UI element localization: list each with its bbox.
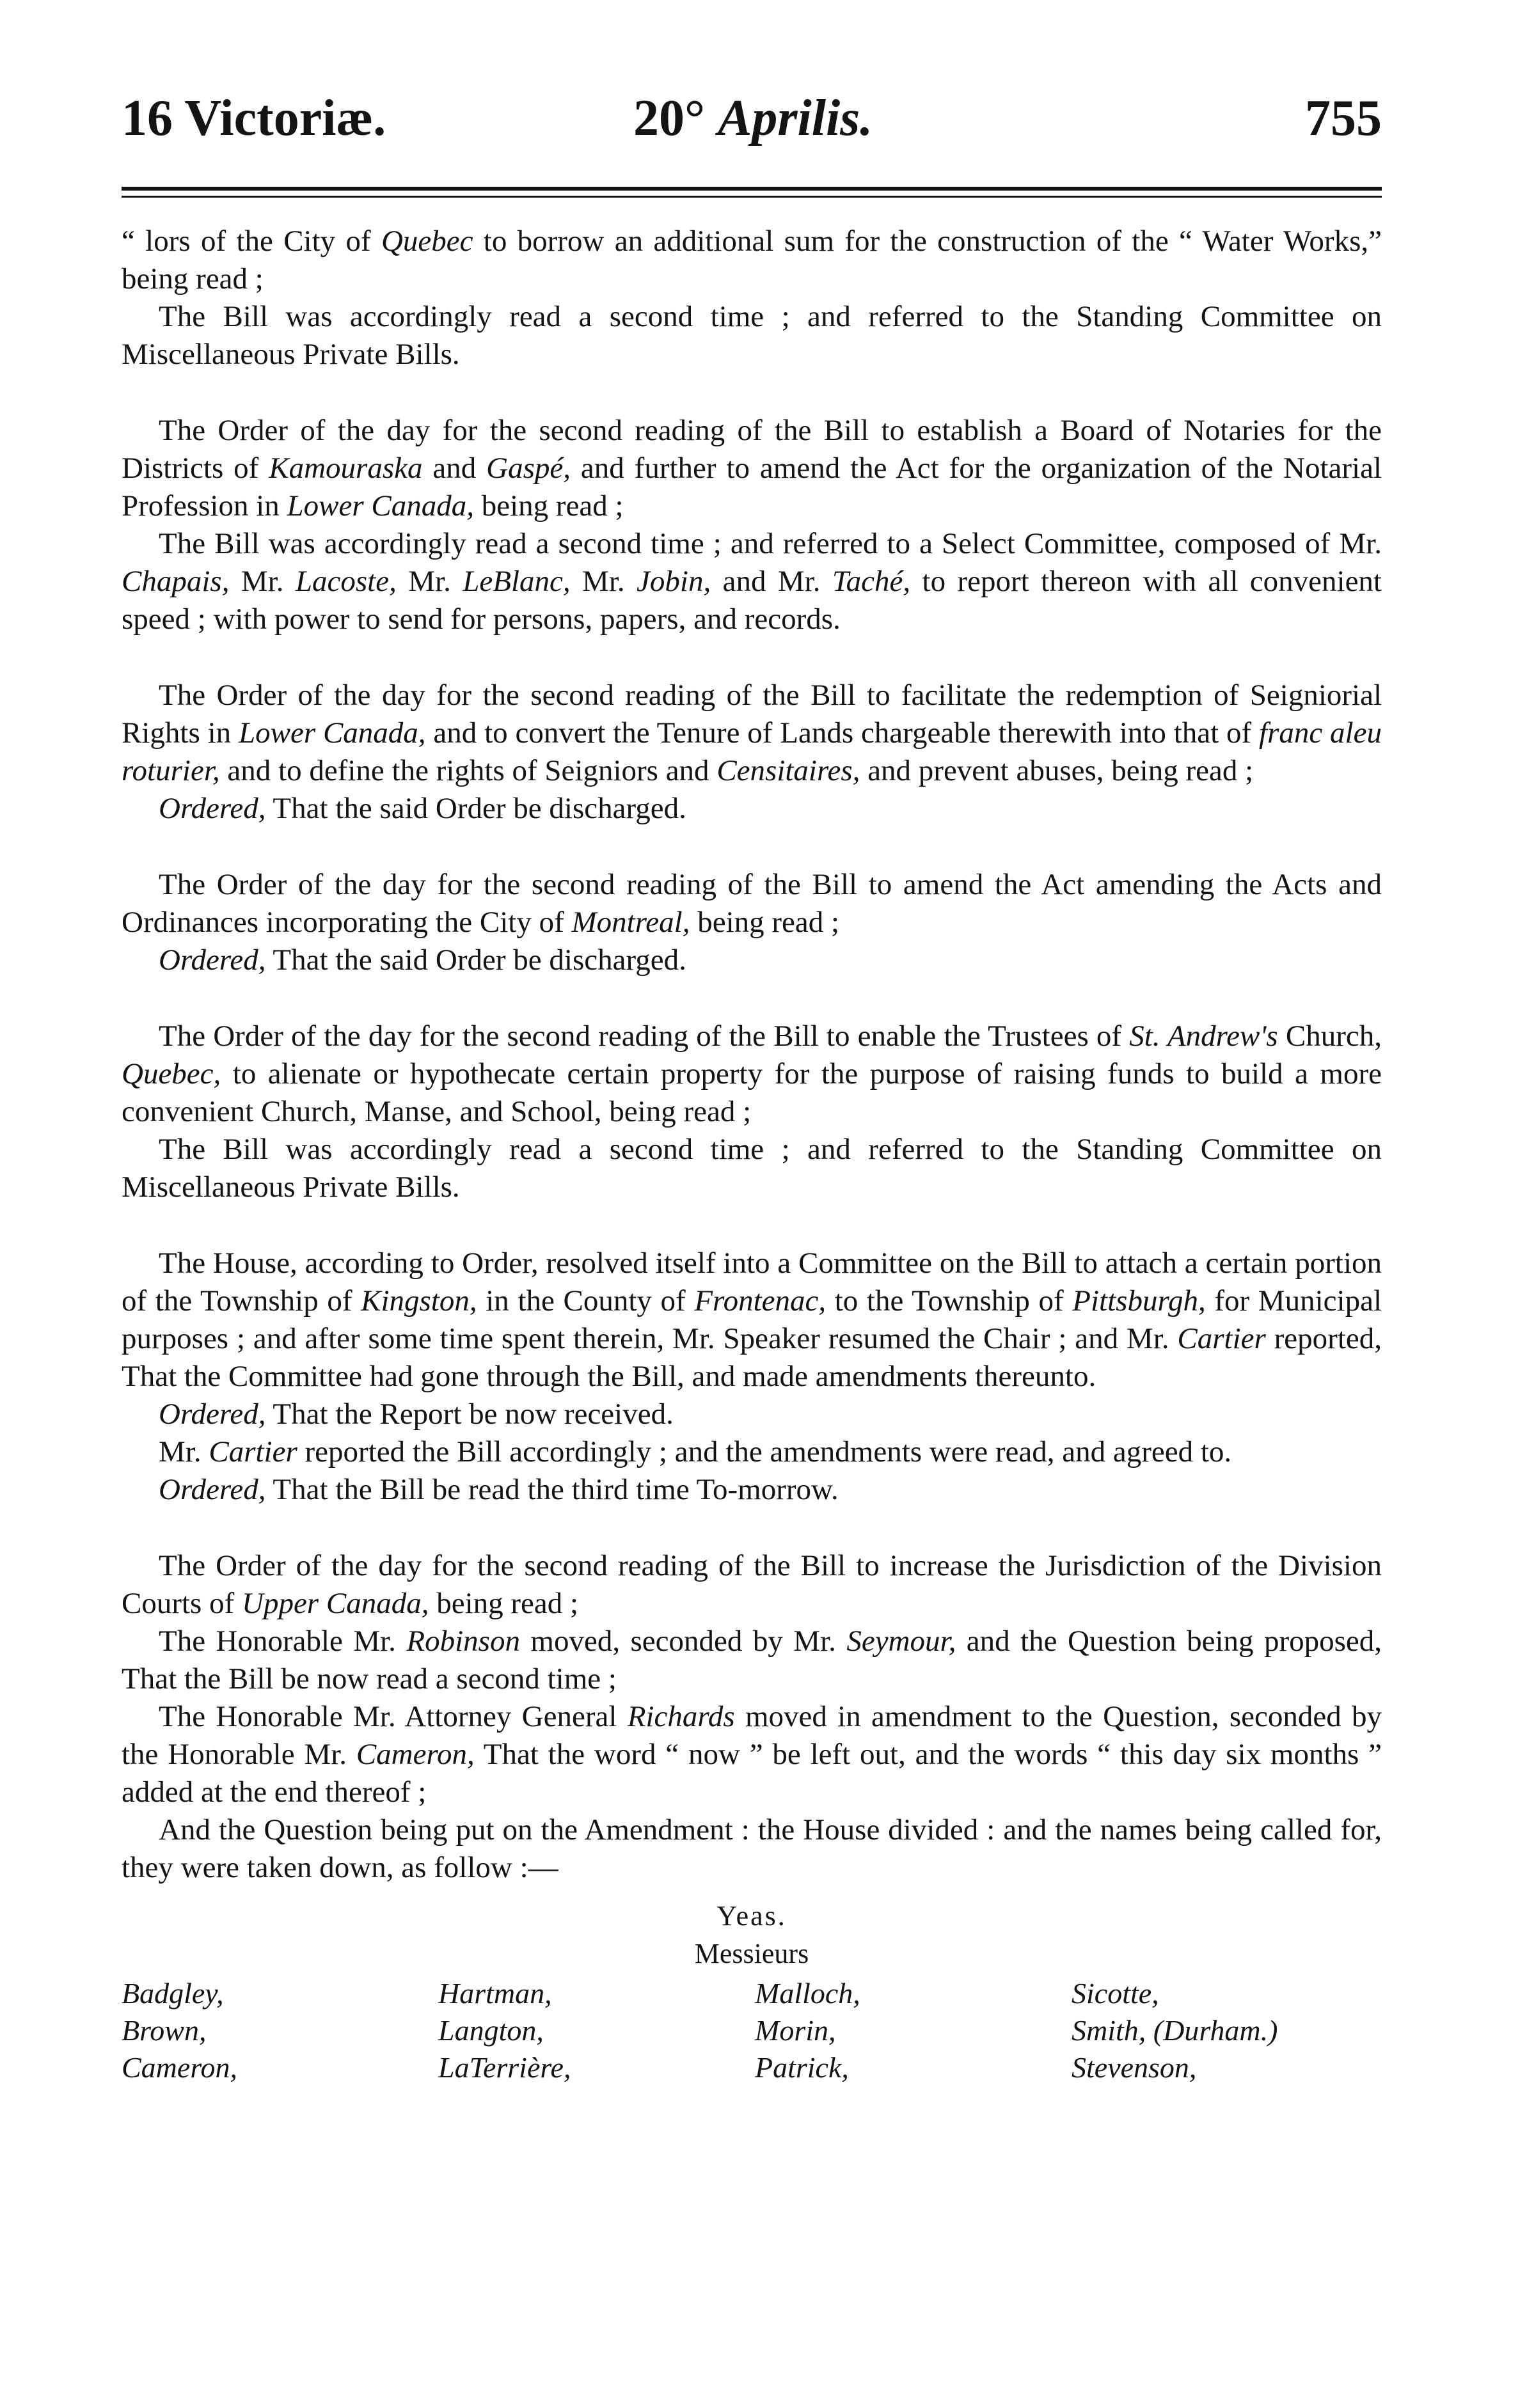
place-name: St. Andrew's (1129, 1019, 1278, 1053)
paragraph-select-committee (122, 525, 1382, 638)
paragraph-third-reading (122, 1471, 1382, 1509)
yeas-member-name: Hartman, (438, 1977, 552, 2010)
paragraph-quebec-water-works (122, 223, 1382, 298)
place-name: Quebec (381, 224, 473, 258)
text-run: The Order of the day for the second reading of the Bill to increase the Jurisdiction of the Division Courts of (122, 1549, 1382, 1620)
text-run: moved in amendment to the Question, seconded by the Honorable Mr. (122, 1700, 1382, 1771)
place-name: Pittsburgh, (1072, 1284, 1206, 1318)
header-day: 20° (633, 90, 705, 146)
yeas-member-name: Badgley, (122, 1977, 224, 2010)
header-date (633, 90, 873, 148)
page-header (122, 77, 1382, 153)
text-run: Mr. (570, 565, 637, 598)
paragraph-division-courts (122, 1547, 1382, 1623)
paragraph-house-divided: And the Question being put on the Amendment : the House divided : and the names being called for, they were taken down, as follow :— (122, 1813, 1382, 1884)
text-run: in the County of (477, 1284, 695, 1318)
text-run: reported, That the Committee had gone through the Bill, and made amendments thereunto. (122, 1322, 1382, 1393)
text-run: and to define the rights of Seigniors and (219, 754, 717, 787)
paragraph-referral-standing-committee: The Bill was accordingly read a second time ; and referred to the Standing Committee on Miscellaneous Private Bills. (122, 1133, 1382, 1204)
place-name: Kingston, (361, 1284, 477, 1318)
paragraph-richards-amendment (122, 1698, 1382, 1811)
text-run: The Bill was accordingly read a second time ; and referred to a Select Committee, composed of Mr. (159, 527, 1382, 560)
paragraph-st-andrews-church (122, 1018, 1382, 1131)
text-run: to alienate or hypothecate certain property for the purpose of raising funds to build a more convenient Church, Manse, and School, being read ; (122, 1057, 1382, 1128)
text-run: That the word “ now ” be left out, and the words “ this day six months ” added at the end thereof ; (122, 1738, 1382, 1809)
yeas-member-name: Cameron, (122, 2051, 238, 2084)
paragraph-report-received (122, 1396, 1382, 1433)
text-run: Mr. (396, 565, 463, 598)
text-run: That the Report be now received. (265, 1397, 674, 1431)
text-run: The Order of the day for the second reading of the Bill to amend the Act amending the Acts and Ordinances incorporating the City of (122, 868, 1382, 939)
yeas-member-name: Langton, (438, 2014, 544, 2047)
yeas-member-name: Sicotte, (1072, 1977, 1159, 2010)
member-name: Jobin, (637, 565, 711, 598)
header-rule-thick (122, 187, 1382, 191)
yeas-member-name: Patrick, (755, 2051, 849, 2084)
ordered-label: Ordered, (159, 1473, 266, 1506)
member-name: Chapais, (122, 565, 230, 598)
text-run: That the said Order be discharged. (265, 943, 686, 977)
text-run: for Municipal purposes ; and after some time spent therein, Mr. Speaker resumed the Chair ; and Mr. (122, 1284, 1382, 1355)
division-subheading: Messieurs (694, 1938, 809, 1969)
member-name: Cartier (1177, 1322, 1266, 1355)
text-run: “ lors of the City of (122, 224, 381, 258)
text-run: Mr. (159, 1435, 209, 1468)
text-run: being read ; (690, 906, 840, 939)
ordered-label: Ordered, (159, 943, 266, 977)
paragraph-montreal-bill (122, 866, 1382, 941)
text-run: The Honorable Mr. (159, 1625, 407, 1658)
yeas-member-name: Morin, (755, 2014, 836, 2047)
text-run: to report thereon with all convenient speed ; with power to send for persons, papers, and records. (122, 565, 1382, 636)
legal-term: franc aleu roturier, (122, 716, 1382, 787)
text-run: being read ; (474, 489, 624, 523)
paragraph-notaries-bill (122, 412, 1382, 525)
text-run: That the Bill be read the third time To-morrow. (265, 1473, 839, 1506)
place-name: Gaspé, (486, 452, 571, 485)
text-run: reported the Bill accordingly ; and the amendments were read, and agreed to. (297, 1435, 1232, 1468)
member-name: Cartier (209, 1435, 297, 1468)
yeas-member-name: Malloch, (755, 1977, 860, 2010)
paragraph-kingston-committee (122, 1245, 1382, 1396)
header-month: Aprilis. (718, 90, 873, 146)
text-run: and the Question being proposed, That the Bill be now read a second time ; (122, 1625, 1382, 1696)
text-run: Mr. (229, 565, 296, 598)
member-name: Taché, (832, 565, 911, 598)
text-run: The Order of the day for the second reading of the Bill to facilitate the redemption of Seigniorial Rights in (122, 679, 1382, 750)
member-name: Robinson (406, 1625, 520, 1658)
legal-term: Censitaires, (716, 754, 860, 787)
yeas-member-name: LaTerrière, (438, 2051, 571, 2084)
ordered-label: Ordered, (159, 792, 266, 825)
yeas-name-list (122, 1975, 1382, 2086)
member-name: Cameron, (356, 1738, 475, 1771)
text-run: and (422, 452, 487, 485)
text-run: being read ; (429, 1587, 579, 1620)
place-name: Frontenac, (694, 1284, 827, 1318)
text-run: That the said Order be discharged. (265, 792, 686, 825)
paragraph-referral-standing-committee: The Bill was accordingly read a second time ; and referred to the Standing Committee on Miscellaneous Private Bills. (122, 300, 1382, 371)
member-name: Seymour, (846, 1625, 956, 1658)
yeas-member-name: Brown, (122, 2014, 207, 2047)
text-run: The Order of the day for the second reading of the Bill to enable the Trustees of (159, 1019, 1130, 1053)
text-run: Church, (1278, 1019, 1382, 1053)
text-run: The Honorable Mr. Attorney General (159, 1700, 628, 1733)
member-name: Richards (627, 1700, 735, 1733)
paragraph-seigniorial-rights (122, 677, 1382, 790)
member-name: Lacoste, (295, 565, 397, 598)
text-run: moved, seconded by Mr. (519, 1625, 847, 1658)
paragraph-cartier-reported (122, 1433, 1382, 1471)
division-heading-yeas: Yeas. (716, 1900, 787, 1932)
paragraph-robinson-motion (122, 1623, 1382, 1698)
text-run: and further to amend the Act for the organization of the Notarial Profession in (122, 452, 1382, 523)
text-run: to borrow an additional sum for the construction of the “ Water Works,” being read ; (122, 224, 1382, 295)
text-run: The Order of the day for the second reading of the Bill to establish a Board of Notaries for the Districts of (122, 414, 1382, 485)
text-run: The House, according to Order, resolved itself into a Committee on the Bill to attach a certain portion of the Township of (122, 1247, 1382, 1318)
yeas-member-name: Stevenson, (1072, 2051, 1197, 2084)
place-name: Quebec, (122, 1057, 221, 1090)
header-regnal-year: 16 Victoriæ. (122, 90, 386, 146)
paragraph-order-discharged (122, 941, 1382, 979)
place-name: Kamouraska (269, 452, 423, 485)
header-rule-thin (122, 196, 1382, 198)
place-name: Upper Canada, (242, 1587, 429, 1620)
paragraph-order-discharged (122, 790, 1382, 828)
place-name: Lower Canada, (287, 489, 474, 523)
place-name: Lower Canada, (238, 716, 426, 750)
place-name: Montreal, (571, 906, 690, 939)
member-name: LeBlanc, (463, 565, 571, 598)
text-run: and to convert the Tenure of Lands chargeable therewith into that of (425, 716, 1260, 750)
text-run: to the Township of (826, 1284, 1073, 1318)
page-body (122, 223, 1382, 2086)
ordered-label: Ordered, (159, 1397, 266, 1431)
page-number: 755 (1305, 90, 1382, 146)
yeas-member-name: Smith, (Durham.) (1072, 2014, 1278, 2047)
text-run: and prevent abuses, being read ; (860, 754, 1254, 787)
text-run: and Mr. (711, 565, 832, 598)
